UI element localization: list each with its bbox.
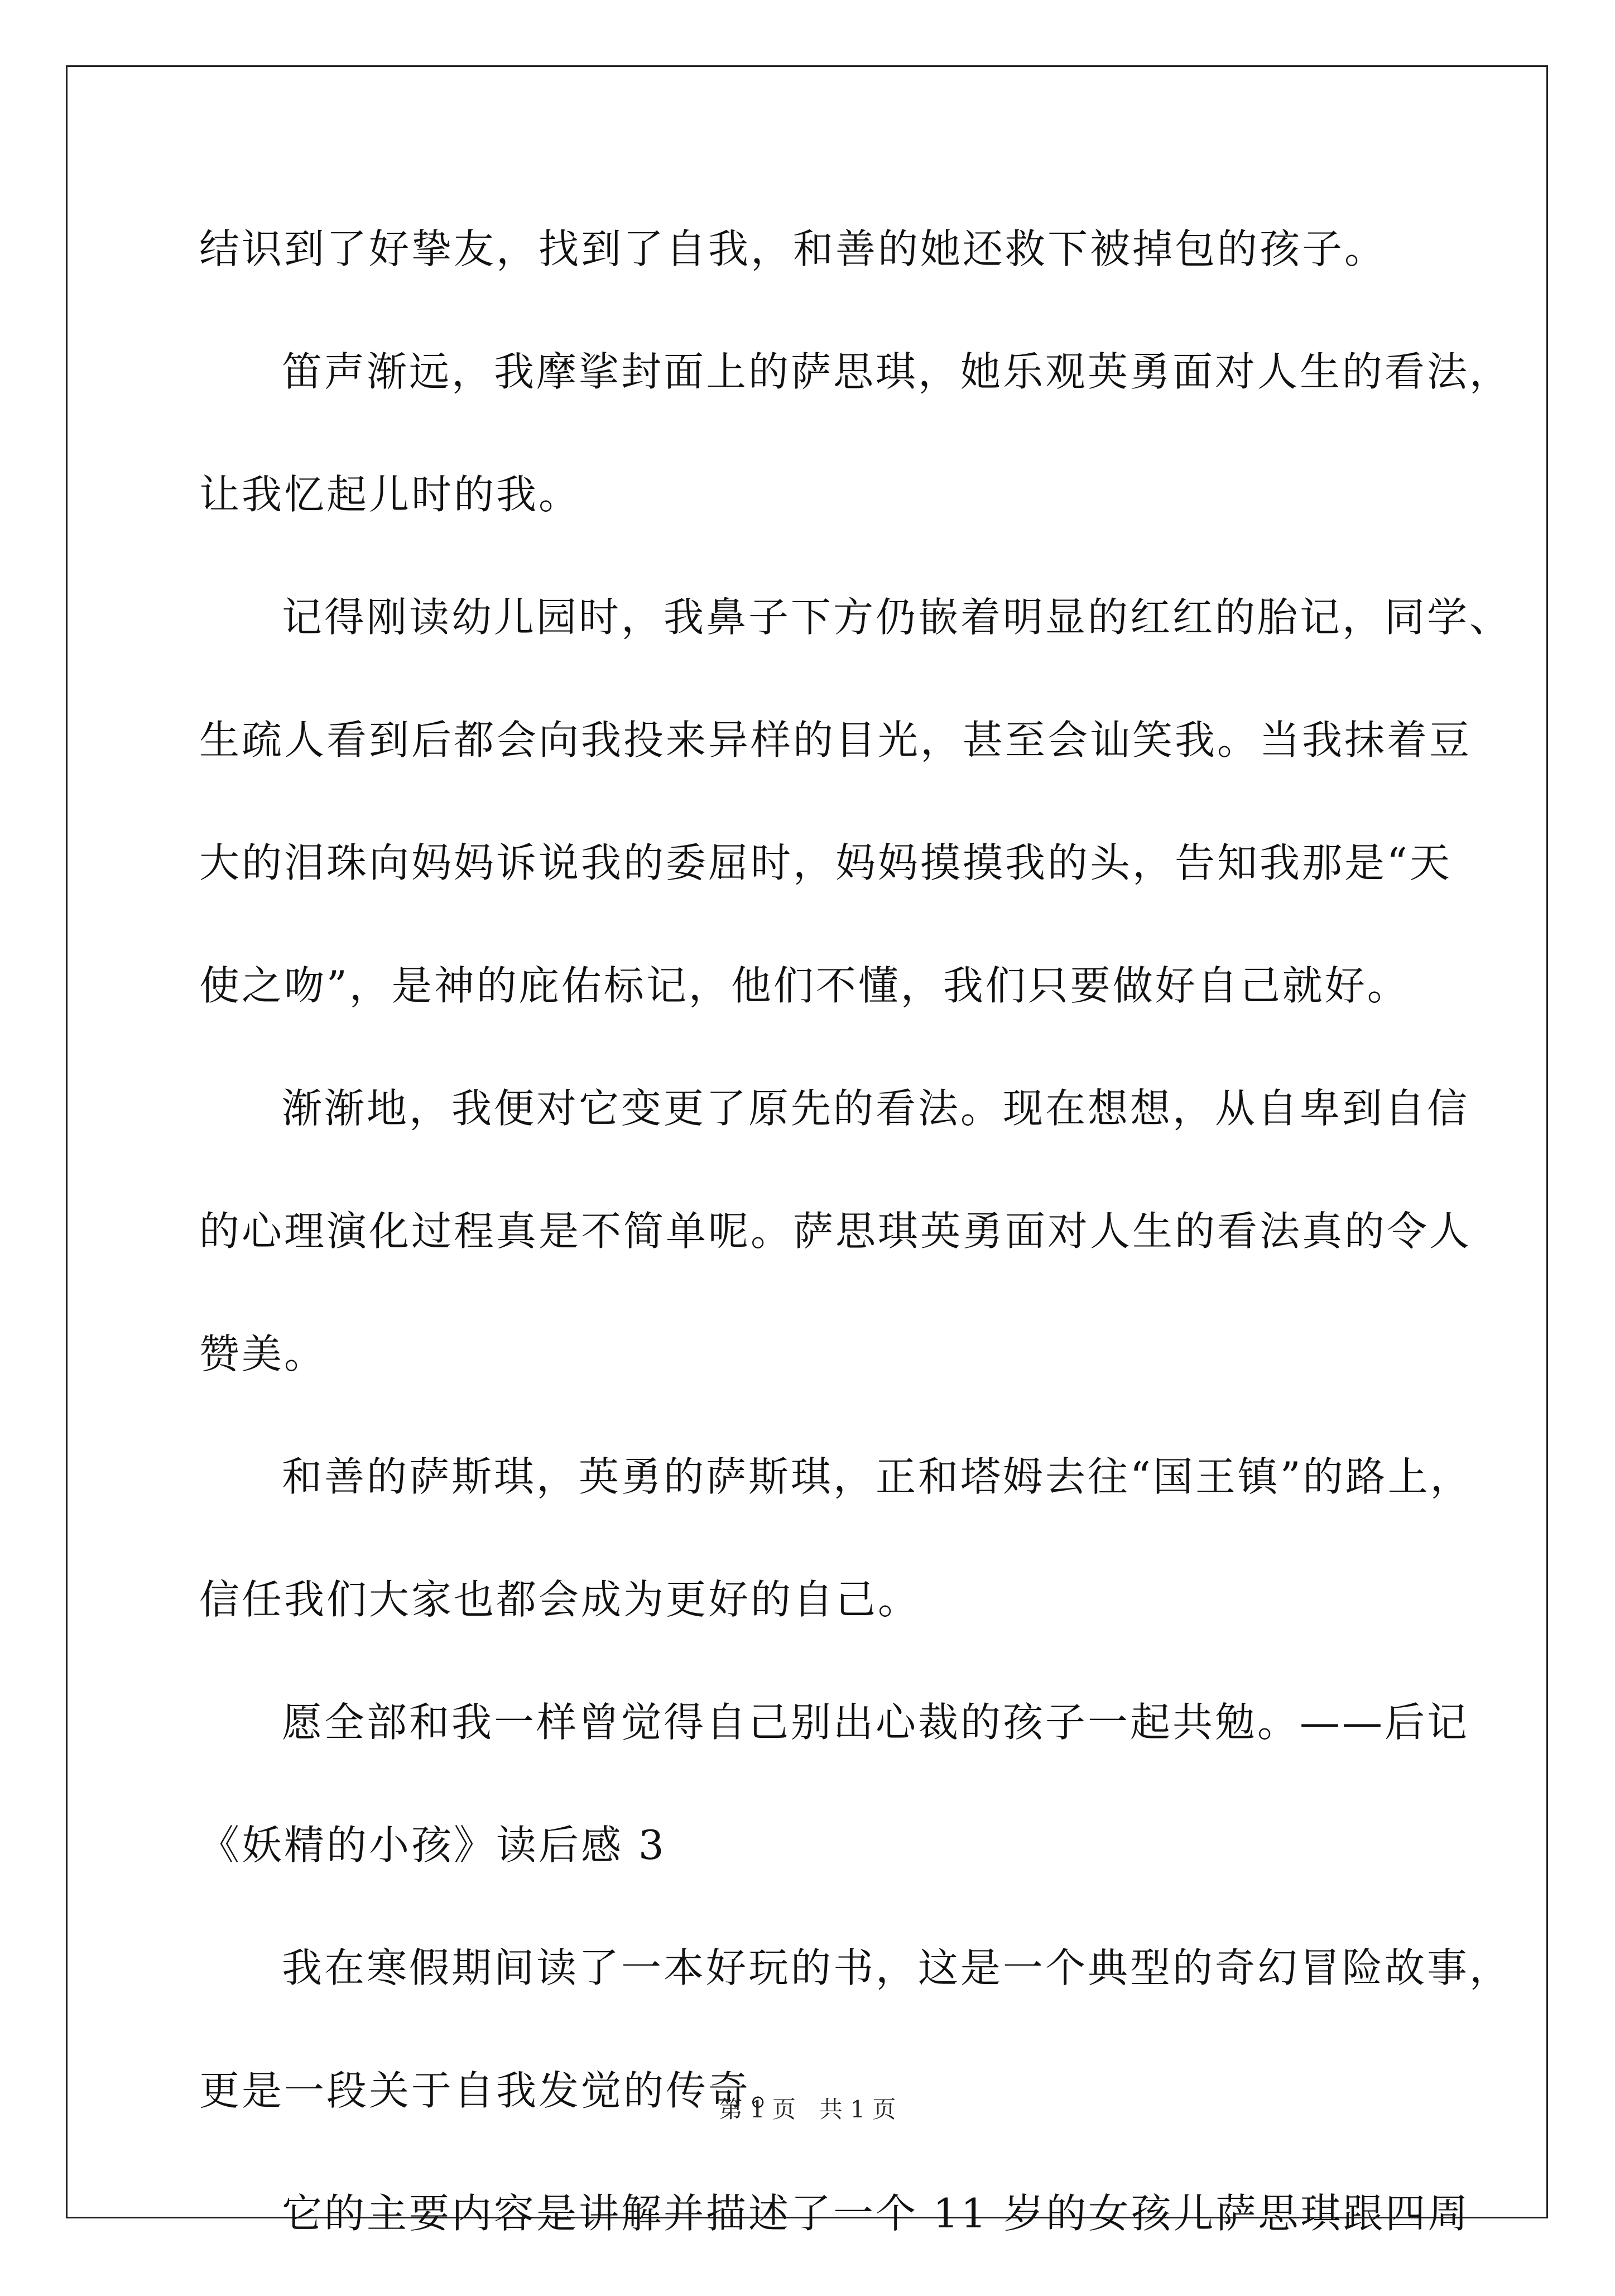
text-line: 愿全部和我一样曾觉得自己别出心裁的孩子一起共勉。——后记 (282, 1699, 1470, 1746)
text-line: 大的泪珠向妈妈诉说我的委屈时，妈妈摸摸我的头，告知我那是“天 (199, 839, 1452, 886)
text-line: 生疏人看到后都会向我投来异样的目光，甚至会讪笑我。当我抹着豆 (199, 717, 1472, 763)
text-line: 笛声渐远，我摩挲封面上的萨思琪，她乐观英勇面对人生的看法， (282, 348, 1512, 395)
text-line: 结识到了好挚友，找到了自我，和善的她还救下被掉包的孩子。 (199, 225, 1387, 272)
text-line: 信任我们大家也都会成为更好的自己。 (199, 1576, 921, 1623)
text-line: 使之吻”，是神的庇佑标记，他们不懂，我们只要做好自己就好。 (199, 962, 1410, 1009)
document-body (199, 209, 1512, 2296)
text-line: 更是一段关于自我发觉的传奇。 (199, 2067, 794, 2114)
text-line: 让我忆起儿时的我。 (199, 471, 581, 518)
text-line: 它的主要内容是讲解并描述了一个 11 岁的女孩儿萨思琪跟四周 (282, 2190, 1470, 2237)
text-line: 赞美。 (199, 1330, 327, 1377)
section-heading: 《妖精的小孩》读后感 3 (199, 1822, 666, 1868)
text-line: 渐渐地，我便对它变更了原先的看法。现在想想，从自卑到自信 (282, 1085, 1470, 1132)
page-number-footer: 第 1 页 共 1 页 (719, 2096, 896, 2123)
text-line: 我在寒假期间读了一本好玩的书，这是一个典型的奇幻冒险故事， (282, 1944, 1512, 1991)
text-line: 记得刚读幼儿园时，我鼻子下方仍嵌着明显的红红的胎记，同学、 (282, 594, 1512, 641)
text-line: 和善的萨斯琪，英勇的萨斯琪，正和塔姆去往“国王镇”的路上， (282, 1453, 1473, 1500)
text-line: 的心理演化过程真是不简单呢。萨思琪英勇面对人生的看法真的令人 (199, 1208, 1472, 1255)
